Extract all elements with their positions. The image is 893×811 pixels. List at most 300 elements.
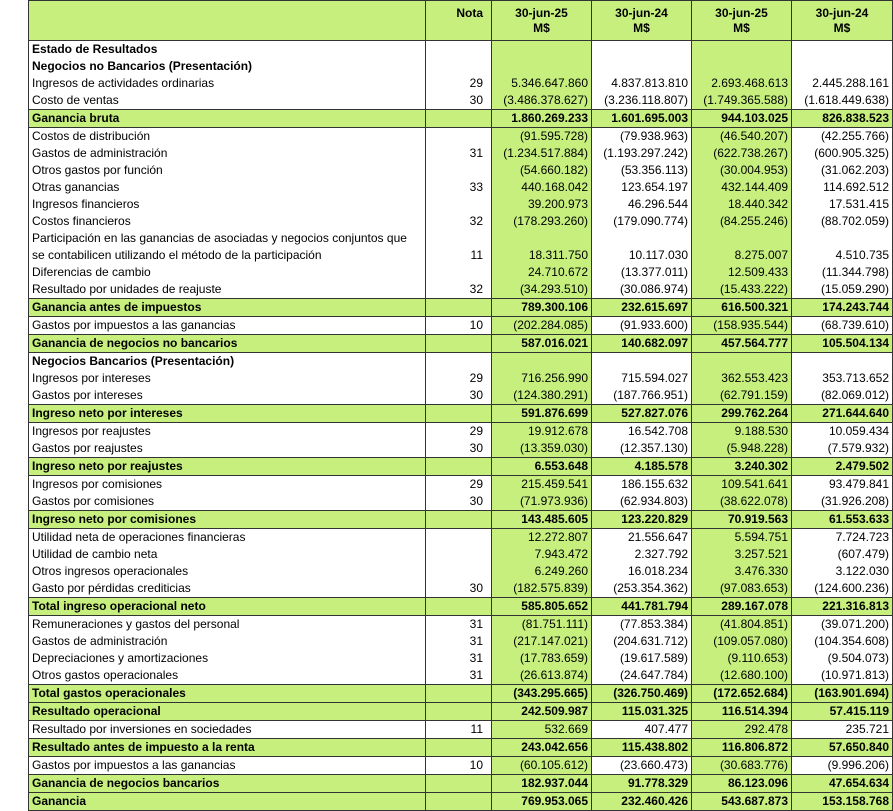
row-value-col-1: 215.459.541 (492, 476, 592, 494)
table-row (29, 196, 893, 213)
header-unit: M$ (633, 21, 650, 35)
header-col-1 (492, 1, 592, 41)
row-value-col-4: 826.838.523 (792, 110, 893, 128)
table-row (29, 493, 893, 511)
table-row (29, 529, 893, 547)
table-header (29, 1, 893, 41)
row-nota: 29 (426, 75, 492, 92)
row-value-col-1: (178.293.260) (492, 213, 592, 230)
header-label (29, 1, 426, 41)
row-value-col-4: 271.644.640 (792, 405, 893, 423)
header-date: 30-jun-24 (815, 6, 869, 20)
total-row (29, 739, 893, 757)
row-label: Ingresos por comisiones (29, 476, 426, 494)
row-value-col-3: 18.440.342 (692, 196, 792, 213)
row-value-col-4: (10.971.813) (792, 667, 893, 685)
row-value-col-2: (23.660.473) (592, 757, 692, 775)
row-label: Resultado operacional (29, 703, 426, 721)
row-nota: 11 (426, 721, 492, 739)
row-value-col-2: 16.018.234 (592, 563, 692, 580)
row-value-col-1: 440.168.042 (492, 179, 592, 196)
row-value-col-4: (9.996.206) (792, 757, 893, 775)
row-label: Otras ganancias (29, 179, 426, 196)
row-nota (426, 110, 492, 128)
row-nota: 29 (426, 476, 492, 494)
table-row (29, 179, 893, 196)
row-value-col-1: 12.272.807 (492, 529, 592, 547)
row-label: Ingreso neto por intereses (29, 405, 426, 423)
row-value-col-1: (343.295.665) (492, 685, 592, 703)
row-value-col-3: 5.594.751 (692, 529, 792, 547)
row-value-col-3: 543.687.873 (692, 793, 792, 811)
row-nota (426, 793, 492, 811)
row-value-col-1: 242.509.987 (492, 703, 592, 721)
table-row (29, 440, 893, 458)
row-value-col-3: (15.433.222) (692, 281, 792, 299)
row-value-col-4: 153.158.768 (792, 793, 893, 811)
header-unit: M$ (533, 21, 550, 35)
row-value-col-1: 39.200.973 (492, 196, 592, 213)
row-value-col-2 (592, 41, 692, 59)
row-value-col-2: 527.827.076 (592, 405, 692, 423)
total-row (29, 685, 893, 703)
row-value-col-2: 123.654.197 (592, 179, 692, 196)
row-label: Costos de distribución (29, 128, 426, 146)
row-label: Resultado antes de impuesto a la renta (29, 739, 426, 757)
row-label: Utilidad neta de operaciones financieras (29, 529, 426, 547)
row-nota (426, 529, 492, 547)
row-value-col-4: (11.344.798) (792, 264, 893, 281)
row-nota (426, 458, 492, 476)
row-value-col-2: 4.837.813.810 (592, 75, 692, 92)
row-label: Negocios Bancarios (Presentación) (29, 353, 426, 371)
row-value-col-4: 114.692.512 (792, 179, 893, 196)
row-nota (426, 58, 492, 75)
row-value-col-2: (77.853.384) (592, 616, 692, 634)
row-value-col-2: (13.377.011) (592, 264, 692, 281)
row-label: Ingresos de actividades ordinarias (29, 75, 426, 92)
row-nota: 30 (426, 580, 492, 598)
row-value-col-3: (9.110.653) (692, 650, 792, 667)
row-label: Gastos por impuestos a las ganancias (29, 757, 426, 775)
row-value-col-3: (38.622.078) (692, 493, 792, 511)
row-value-col-1: 19.912.678 (492, 423, 592, 441)
table-row (29, 650, 893, 667)
row-value-col-4: 93.479.841 (792, 476, 893, 494)
row-label: Ganancia (29, 793, 426, 811)
header-col-2 (592, 1, 692, 41)
row-value-col-4: (7.579.932) (792, 440, 893, 458)
header-col-3 (692, 1, 792, 41)
row-label: Ingreso neto por reajustes (29, 458, 426, 476)
row-value-col-2: 441.781.794 (592, 598, 692, 616)
row-label: Resultado por inversiones en sociedades (29, 721, 426, 739)
row-value-col-1: 587.016.021 (492, 335, 592, 353)
row-value-col-1: (26.613.874) (492, 667, 592, 685)
row-value-col-1: (34.293.510) (492, 281, 592, 299)
row-label: Gastos por intereses (29, 387, 426, 405)
row-value-col-1: 769.953.065 (492, 793, 592, 811)
row-value-col-1: (1.234.517.884) (492, 145, 592, 162)
row-value-col-4: 235.721 (792, 721, 893, 739)
row-value-col-2: (187.766.951) (592, 387, 692, 405)
row-value-col-1: 143.485.605 (492, 511, 592, 529)
row-value-col-2: (179.090.774) (592, 213, 692, 230)
row-nota (426, 162, 492, 179)
total-row (29, 458, 893, 476)
row-value-col-1: (60.105.612) (492, 757, 592, 775)
row-nota: 29 (426, 423, 492, 441)
row-label: Utilidad de cambio neta (29, 546, 426, 563)
row-label: Ganancia de negocios no bancarios (29, 335, 426, 353)
row-value-col-4: 2.479.502 (792, 458, 893, 476)
row-value-col-4: 4.510.735 (792, 230, 893, 264)
row-nota: 30 (426, 493, 492, 511)
row-label: Ingresos por intereses (29, 370, 426, 387)
row-value-col-3: 292.478 (692, 721, 792, 739)
row-label: Resultado por unidades de reajuste (29, 281, 426, 299)
row-nota (426, 299, 492, 317)
row-value-col-4 (792, 353, 893, 371)
row-value-col-3: 12.509.433 (692, 264, 792, 281)
table-row (29, 387, 893, 405)
row-value-col-3: 3.257.521 (692, 546, 792, 563)
row-label: Participación en las ganancias de asociadas y negocios conjuntos que se contabilicen utilizando el método de la participación (29, 230, 426, 264)
row-value-col-1: 591.876.699 (492, 405, 592, 423)
total-row (29, 110, 893, 128)
row-value-col-1: 585.805.652 (492, 598, 592, 616)
row-value-col-1: (3.486.378.627) (492, 92, 592, 110)
row-value-col-4: (124.600.236) (792, 580, 893, 598)
row-nota (426, 128, 492, 146)
row-value-col-2: 407.477 (592, 721, 692, 739)
row-value-col-2: (326.750.469) (592, 685, 692, 703)
row-value-col-1: 24.710.672 (492, 264, 592, 281)
table-row (29, 546, 893, 563)
row-value-col-4: 57.650.840 (792, 739, 893, 757)
row-label: Otros ingresos operacionales (29, 563, 426, 580)
row-value-col-2: 186.155.632 (592, 476, 692, 494)
row-value-col-1 (492, 41, 592, 59)
row-value-col-4: 174.243.744 (792, 299, 893, 317)
row-value-col-3: 299.762.264 (692, 405, 792, 423)
table-row (29, 162, 893, 179)
row-value-col-2: (3.236.118.807) (592, 92, 692, 110)
row-label: Ingreso neto por comisiones (29, 511, 426, 529)
row-value-col-4: (104.354.608) (792, 633, 893, 650)
row-value-col-1: 532.669 (492, 721, 592, 739)
table-row (29, 563, 893, 580)
row-value-col-4: 7.724.723 (792, 529, 893, 547)
row-value-col-3: 116.806.872 (692, 739, 792, 757)
table-body (29, 41, 893, 811)
row-nota: 10 (426, 317, 492, 335)
row-value-col-1: (91.595.728) (492, 128, 592, 146)
table-row (29, 128, 893, 146)
row-value-col-2: 232.615.697 (592, 299, 692, 317)
row-value-col-1: 7.943.472 (492, 546, 592, 563)
row-value-col-2: 2.327.792 (592, 546, 692, 563)
row-nota: 10 (426, 757, 492, 775)
header-unit: M$ (733, 21, 750, 35)
row-label: Gastos de administración (29, 145, 426, 162)
row-value-col-3: 109.541.641 (692, 476, 792, 494)
row-nota: 30 (426, 92, 492, 110)
row-value-col-3: 86.123.096 (692, 775, 792, 793)
row-value-col-2 (592, 353, 692, 371)
row-value-col-1: 6.553.648 (492, 458, 592, 476)
row-value-col-2: 16.542.708 (592, 423, 692, 441)
row-value-col-1 (492, 353, 592, 371)
total-row (29, 511, 893, 529)
row-value-col-3 (692, 58, 792, 75)
row-value-col-4: (88.702.059) (792, 213, 893, 230)
row-nota (426, 563, 492, 580)
section-header-row (29, 58, 893, 75)
income-statement-table (28, 0, 893, 811)
row-label: Ingresos financieros (29, 196, 426, 213)
row-nota: 11 (426, 230, 492, 264)
row-value-col-4: (15.059.290) (792, 281, 893, 299)
row-value-col-4: (42.255.766) (792, 128, 893, 146)
row-value-col-2: (62.934.803) (592, 493, 692, 511)
header-date: 30-jun-25 (715, 6, 768, 20)
row-value-col-4: (9.504.073) (792, 650, 893, 667)
row-label: Total gastos operacionales (29, 685, 426, 703)
row-value-col-2: (12.357.130) (592, 440, 692, 458)
row-value-col-3: 3.476.330 (692, 563, 792, 580)
row-label: Negocios no Bancarios (Presentación) (29, 58, 426, 75)
row-value-col-1: (182.575.839) (492, 580, 592, 598)
row-label: Gastos de administración (29, 633, 426, 650)
total-row (29, 703, 893, 721)
row-nota: 33 (426, 179, 492, 196)
table-row (29, 213, 893, 230)
row-label: Ganancia de negocios bancarios (29, 775, 426, 793)
row-value-col-2: 115.031.325 (592, 703, 692, 721)
row-value-col-4: (1.618.449.638) (792, 92, 893, 110)
row-value-col-3: 3.240.302 (692, 458, 792, 476)
row-value-col-2: 1.601.695.003 (592, 110, 692, 128)
row-value-col-4: 47.654.634 (792, 775, 893, 793)
row-value-col-3 (692, 353, 792, 371)
row-value-col-3: (109.057.080) (692, 633, 792, 650)
row-value-col-3: 432.144.409 (692, 179, 792, 196)
row-value-col-3: (5.948.228) (692, 440, 792, 458)
row-value-col-1: (217.147.021) (492, 633, 592, 650)
row-value-col-2: (19.617.589) (592, 650, 692, 667)
row-value-col-1: 1.860.269.233 (492, 110, 592, 128)
row-nota: 31 (426, 667, 492, 685)
table-row (29, 423, 893, 441)
header-date: 30-jun-25 (515, 6, 568, 20)
row-value-col-4: 3.122.030 (792, 563, 893, 580)
row-value-col-4: (31.926.208) (792, 493, 893, 511)
row-value-col-2: 115.438.802 (592, 739, 692, 757)
row-nota: 31 (426, 650, 492, 667)
row-nota (426, 196, 492, 213)
row-nota: 31 (426, 145, 492, 162)
row-value-col-3 (692, 41, 792, 59)
row-value-col-4: (39.071.200) (792, 616, 893, 634)
row-nota: 30 (426, 387, 492, 405)
row-value-col-2: 232.460.426 (592, 793, 692, 811)
row-label: Gasto por pérdidas crediticias (29, 580, 426, 598)
row-value-col-3: (41.804.851) (692, 616, 792, 634)
row-nota (426, 41, 492, 59)
row-value-col-3: 70.919.563 (692, 511, 792, 529)
total-row (29, 299, 893, 317)
row-nota: 30 (426, 440, 492, 458)
row-nota (426, 353, 492, 371)
row-value-col-4: (31.062.203) (792, 162, 893, 179)
row-value-col-3: 362.553.423 (692, 370, 792, 387)
row-label: Costo de ventas (29, 92, 426, 110)
row-value-col-2: (204.631.712) (592, 633, 692, 650)
row-label: Otros gastos por función (29, 162, 426, 179)
row-value-col-4 (792, 41, 893, 59)
row-label: Total ingreso operacional neto (29, 598, 426, 616)
row-value-col-4: (163.901.694) (792, 685, 893, 703)
row-label: Otros gastos operacionales (29, 667, 426, 685)
row-value-col-4: (68.739.610) (792, 317, 893, 335)
row-label: Gastos por reajustes (29, 440, 426, 458)
total-row (29, 793, 893, 811)
row-nota (426, 546, 492, 563)
row-value-col-4: 10.059.434 (792, 423, 893, 441)
section-header-row (29, 41, 893, 59)
row-nota (426, 511, 492, 529)
table-row (29, 757, 893, 775)
row-value-col-3: 8.275.007 (692, 230, 792, 264)
table-row (29, 633, 893, 650)
row-value-col-3: (46.540.207) (692, 128, 792, 146)
row-value-col-1: (17.783.659) (492, 650, 592, 667)
row-value-col-1 (492, 58, 592, 75)
row-nota (426, 775, 492, 793)
row-value-col-1: (13.359.030) (492, 440, 592, 458)
row-value-col-2: 21.556.647 (592, 529, 692, 547)
row-value-col-4: 221.316.813 (792, 598, 893, 616)
row-nota (426, 739, 492, 757)
total-row (29, 335, 893, 353)
table-row (29, 75, 893, 92)
row-value-col-3: 457.564.777 (692, 335, 792, 353)
row-value-col-2: 91.778.329 (592, 775, 692, 793)
row-value-col-2: (91.933.600) (592, 317, 692, 335)
table-row (29, 667, 893, 685)
row-label: Ingresos por reajustes (29, 423, 426, 441)
row-value-col-3: 616.500.321 (692, 299, 792, 317)
table-row (29, 145, 893, 162)
row-value-col-3: (12.680.100) (692, 667, 792, 685)
row-value-col-3: (172.652.684) (692, 685, 792, 703)
row-nota (426, 703, 492, 721)
table-row (29, 721, 893, 739)
row-value-col-2: (24.647.784) (592, 667, 692, 685)
row-nota: 32 (426, 213, 492, 230)
section-header-row (29, 353, 893, 371)
row-value-col-2: (53.356.113) (592, 162, 692, 179)
row-value-col-2 (592, 58, 692, 75)
row-value-col-4: 17.531.415 (792, 196, 893, 213)
row-value-col-3: 9.188.530 (692, 423, 792, 441)
row-nota: 31 (426, 633, 492, 650)
row-nota (426, 685, 492, 703)
row-value-col-1: 5.346.647.860 (492, 75, 592, 92)
total-row (29, 405, 893, 423)
row-value-col-3: (30.683.776) (692, 757, 792, 775)
table-row (29, 264, 893, 281)
row-label: Depreciaciones y amortizaciones (29, 650, 426, 667)
table-row (29, 580, 893, 598)
row-value-col-2: 10.117.030 (592, 230, 692, 264)
row-value-col-2: 140.682.097 (592, 335, 692, 353)
row-value-col-3: 116.514.394 (692, 703, 792, 721)
row-value-col-1: 243.042.656 (492, 739, 592, 757)
row-value-col-4 (792, 58, 893, 75)
row-label: Ganancia bruta (29, 110, 426, 128)
row-value-col-4: 61.553.633 (792, 511, 893, 529)
row-nota: 32 (426, 281, 492, 299)
row-value-col-4: 353.713.652 (792, 370, 893, 387)
row-value-col-2: 123.220.829 (592, 511, 692, 529)
row-value-col-3: (622.738.267) (692, 145, 792, 162)
row-label: Remuneraciones y gastos del personal (29, 616, 426, 634)
row-value-col-3: (62.791.159) (692, 387, 792, 405)
row-value-col-2: (1.193.297.242) (592, 145, 692, 162)
row-label: Ganancia antes de impuestos (29, 299, 426, 317)
row-value-col-1: 6.249.260 (492, 563, 592, 580)
row-value-col-4: (600.905.325) (792, 145, 893, 162)
row-value-col-1: 18.311.750 (492, 230, 592, 264)
row-value-col-2: (79.938.963) (592, 128, 692, 146)
header-nota: Nota (426, 1, 492, 41)
row-value-col-4: (607.479) (792, 546, 893, 563)
row-value-col-4: 57.415.119 (792, 703, 893, 721)
row-value-col-1: (71.973.936) (492, 493, 592, 511)
row-nota: 29 (426, 370, 492, 387)
row-value-col-1: 182.937.044 (492, 775, 592, 793)
row-value-col-3: (30.004.953) (692, 162, 792, 179)
row-nota (426, 405, 492, 423)
header-unit: M$ (833, 21, 851, 35)
row-value-col-1: (202.284.085) (492, 317, 592, 335)
total-row (29, 775, 893, 793)
total-row (29, 598, 893, 616)
row-label: Estado de Resultados (29, 41, 426, 59)
row-value-col-1: (124.380.291) (492, 387, 592, 405)
table-row (29, 281, 893, 299)
row-value-col-1: 789.300.106 (492, 299, 592, 317)
row-label: Diferencias de cambio (29, 264, 426, 281)
row-value-col-2: (30.086.974) (592, 281, 692, 299)
row-value-col-1: 716.256.990 (492, 370, 592, 387)
row-value-col-1: (81.751.111) (492, 616, 592, 634)
table-row (29, 317, 893, 335)
row-value-col-4: 2.445.288.161 (792, 75, 893, 92)
row-value-col-2: 4.185.578 (592, 458, 692, 476)
row-nota (426, 264, 492, 281)
row-nota: 31 (426, 616, 492, 634)
row-value-col-3: 944.103.025 (692, 110, 792, 128)
header-date: 30-jun-24 (615, 6, 668, 20)
row-value-col-3: 2.693.468.613 (692, 75, 792, 92)
row-label: Gastos por impuestos a las ganancias (29, 317, 426, 335)
row-value-col-3: (84.255.246) (692, 213, 792, 230)
row-nota (426, 598, 492, 616)
table-row (29, 230, 893, 264)
